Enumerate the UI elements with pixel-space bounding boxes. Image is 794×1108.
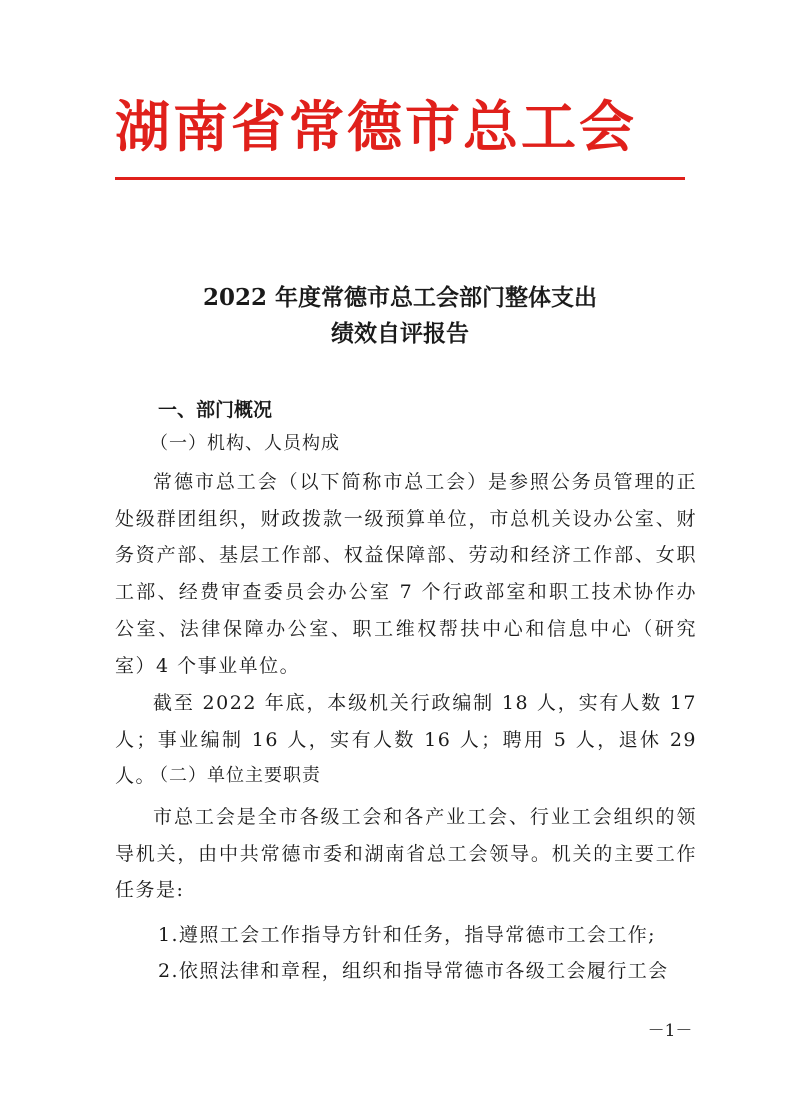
subsection-heading-duties: （二）单位主要职责 <box>150 765 321 786</box>
page-number: －1－ <box>647 1021 693 1041</box>
section-heading-overview: 一、部门概况 <box>158 399 273 421</box>
letterhead-red-rule <box>115 177 685 180</box>
paragraph-organization: 常德市总工会（以下简称市总工会）是参照公务员管理的正处级群团组织，财政拨款一级预算单位，市总机关设办公室、财务资产部、基层工作部、权益保障部、劳动和经济工作部、女职工部、经费审查委员会办公室 7 个行政部室和职工技术协作办公室、法律保障办公室、职工维权帮扶中心和信息中心（研究室）4 个事业单位。 <box>115 471 697 677</box>
document-title-line2: 绩效自评报告 <box>331 320 469 347</box>
subsection-heading-organization: （一）机构、人员构成 <box>150 433 340 454</box>
duty-item-1: 1.遵照工会工作指导方针和任务，指导常德市工会工作; <box>158 924 656 946</box>
document-title-line1: 2022 年度常德市总工会部门整体支出 <box>202 284 598 311</box>
duty-item-2: 2.依照法律和章程，组织和指导常德市各级工会履行工会 <box>158 960 669 982</box>
letterhead-org-name: 湖南省常德市总工会 <box>115 94 638 159</box>
document-title <box>115 280 685 352</box>
paragraph-duties: 市总工会是全市各级工会和各产业工会、行业工会组织的领导机关，由中共常德市委和湖南省总工会领导。机关的主要工作任务是: <box>115 806 697 902</box>
paragraph-staffing: 截至 2022 年底，本级机关行政编制 18 人，实有人数 17 人；事业编制 16 人，实有人数 16 人；聘用 5 人，退休 29 人。 <box>115 692 697 788</box>
